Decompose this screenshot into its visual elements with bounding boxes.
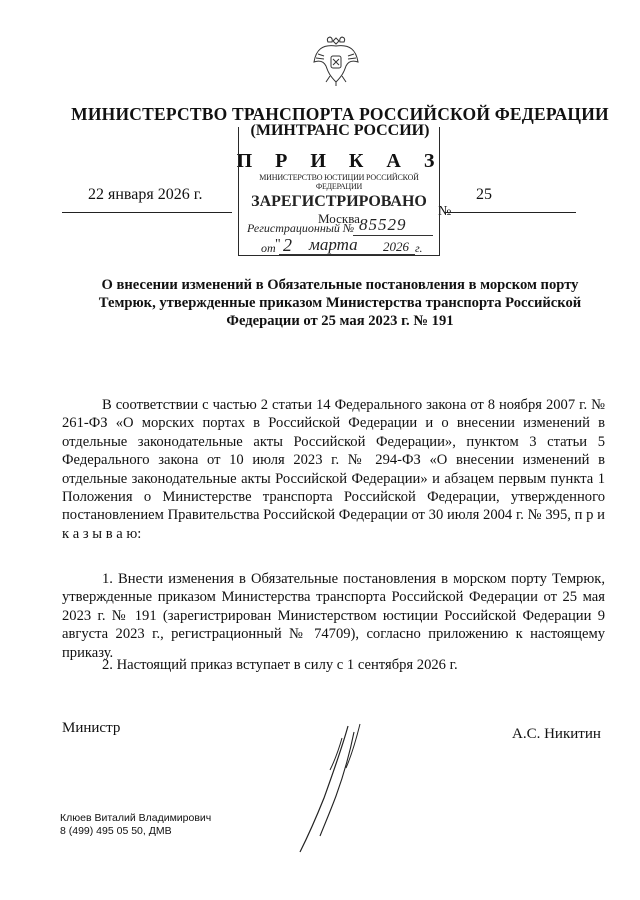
regno-underline	[353, 235, 433, 236]
stamp-regno-label: Регистрационный №	[247, 221, 355, 235]
stamp-from-label: от	[261, 241, 276, 255]
clause-2-paragraph: 2. Настоящий приказ вступает в силу с 1 сентября 2026 г.	[102, 657, 458, 673]
clause-1-paragraph: 1. Внести изменения в Обязательные постановления в морском порту Темрюк, утвержденные приказом Министерства транспорта Российской Федерации от 25 мая 2023 г. № 191 (зарегистрирован Министерством юстиции Российской Федерации 9 августа 2023 г., регистрационный № 74709), согласно приложению к настоящему приказу.	[62, 571, 605, 661]
stamp-quote: "	[275, 237, 281, 252]
registration-stamp	[238, 127, 440, 256]
executor-name: Клюев Виталий Владимирович	[60, 812, 212, 824]
stamp-regno-value: 85529	[359, 215, 407, 234]
stamp-city: Москва	[318, 211, 360, 226]
document-type: П Р И К А З	[236, 150, 444, 172]
executor-phone: 8 (499) 495 05 50, ДМВ	[60, 825, 172, 837]
ministry-name: МИНИСТЕРСТВО ТРАНСПОРТА РОССИЙСКОЙ ФЕДЕРАЦИИ	[71, 104, 609, 124]
date-handwritten-underline	[279, 254, 415, 255]
stamp-year-suffix: г.	[415, 241, 423, 255]
stamp-year: 2026	[383, 239, 409, 254]
ministry-short-name: (МИНТРАНС РОССИИ)	[250, 122, 430, 139]
stamp-month: марта	[309, 235, 358, 254]
executor-info	[60, 812, 211, 838]
preamble-paragraph: В соответствии с частью 2 статьи 14 Федерального закона от 8 ноября 2007 г. № 261-ФЗ «О морских портах в Российской Федерации и о внесении изменений в отдельные законодательные акты Российской Федерации», пунктом 3 статьи 5 Федерального закона от 10 июля 2023 г. № 294-ФЗ «О внесении изменений в отдельные законодательные акты Российской Федерации» и абзацем первым пункта 1 Положения о Министерстве транспорта Российской Федерации, утвержденного постановлением Правительства Российской Федерации от 30 июля 2004 г. № 395, п р и к а з ы в а ю:	[62, 397, 605, 542]
handwritten-signature	[290, 718, 380, 858]
order-date: 22 января 2026 г.	[88, 186, 203, 203]
order-number: 25	[476, 186, 492, 203]
date-underline	[62, 212, 232, 213]
stamp-registered: ЗАРЕГИСТРИРОВАНО	[251, 193, 427, 210]
signer-role: Министр	[62, 720, 121, 736]
number-underline	[444, 212, 576, 213]
stamp-ministry: МИНИСТЕРСТВО ЮСТИЦИИ РОССИЙСКОЙ ФЕДЕРАЦИИ	[259, 173, 419, 191]
signer-name: А.С. Никитин	[512, 726, 601, 742]
order-title: О внесении изменений в Обязательные постановления в морском порту Темрюк, утвержденные приказом Министерства транспорта Российской Федерации от 25 мая 2023 г. № 191	[98, 277, 582, 329]
number-sign: №	[438, 204, 452, 219]
stamp-day: 2	[283, 235, 292, 255]
russian-coat-of-arms-icon	[312, 32, 360, 88]
